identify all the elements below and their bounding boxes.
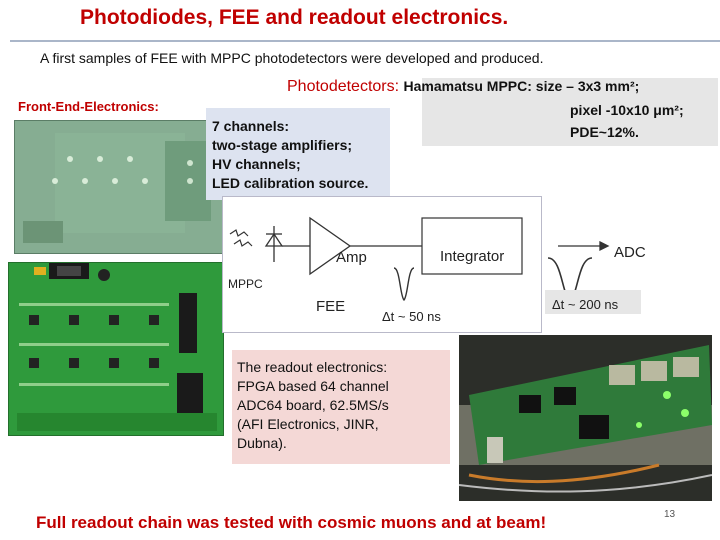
photodiode-icon [266, 226, 282, 262]
fast-pulse-icon [394, 268, 414, 300]
fee-board-photo-bottom [8, 262, 224, 436]
adc-label: ADC [614, 244, 646, 261]
photodetectors-heading-label: Photodetectors: [287, 78, 400, 95]
fee-feature-1: 7 channels: [212, 118, 290, 134]
title-divider [10, 40, 720, 42]
fee-label: Front-End-Electronics: [18, 99, 159, 114]
fee-board-bottom-drawing [9, 263, 223, 435]
fee-timing-label: Δt ~ 50 ns [382, 309, 441, 324]
fee-feature-3: HV channels; [212, 156, 301, 172]
photodetectors-heading [287, 78, 639, 96]
slide-title: Photodiodes, FEE and readout electronics. [80, 6, 509, 29]
photodetectors-line2: pixel -10x10 μm²; [570, 102, 684, 118]
fee-board-top-drawing [15, 121, 223, 253]
readout-line-1: The readout electronics: [237, 359, 388, 375]
conclusion-text: Full readout chain was tested with cosmic muons and at beam! [36, 513, 547, 532]
light-arrows-icon [230, 230, 252, 246]
readout-line-4: (AFI Electronics, JINR, [237, 416, 379, 432]
adc64-board-drawing [459, 335, 712, 501]
readout-line-5: Dubna). [237, 435, 287, 451]
photodetectors-line1: Hamamatsu MPPC: size – 3x3 mm²; [403, 78, 640, 94]
photodetectors-line3: PDE~12%. [570, 124, 639, 140]
page-number: 13 [664, 509, 676, 520]
adc64-board-photo [459, 335, 712, 501]
readout-electronics-box [232, 350, 450, 464]
integrator-box-icon [422, 218, 522, 274]
fee-features-box [206, 108, 390, 200]
amp-label: Amp [336, 249, 367, 266]
adc-timing-label: Δt ~ 200 ns [552, 297, 619, 312]
readout-line-2: FPGA based 64 channel [237, 378, 389, 394]
fee-board-photo-top [14, 120, 224, 254]
fee-feature-4: LED calibration source. [212, 175, 369, 191]
slide-subtitle: A first samples of FEE with MPPC photodetectors were developed and produced. [40, 50, 544, 66]
fee-diagram-label: FEE [316, 298, 346, 315]
fee-feature-2: two-stage amplifiers; [212, 137, 353, 153]
mppc-label: MPPC [228, 277, 263, 291]
arrow-to-adc-icon [558, 242, 608, 250]
readout-line-3: ADC64 board, 62.5MS/s [237, 397, 389, 413]
integrator-label: Integrator [440, 248, 505, 265]
